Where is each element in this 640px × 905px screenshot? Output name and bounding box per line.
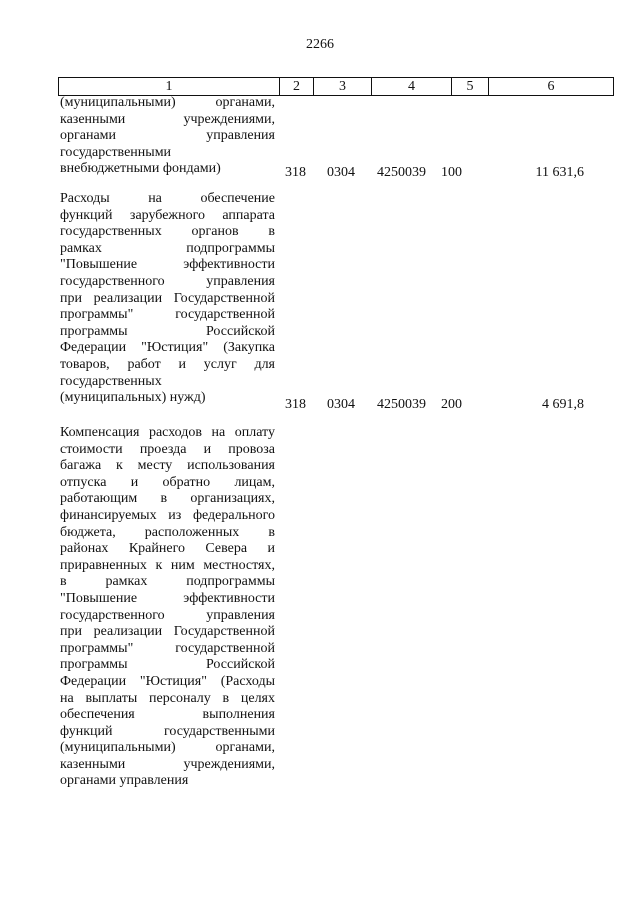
row-3-line: в рамках подпрограммы [60,574,275,590]
column-header-2: 2 [280,78,314,96]
row-2-line: Федерации "Юстиция" (Закупка [60,340,275,356]
row-1-section: 0304 [327,165,355,180]
row-2-line: товаров, работ и услуг для [60,356,275,372]
column-header-table [58,77,614,96]
column-header-3: 3 [314,78,372,96]
row-1-ministry: 318 [285,165,306,180]
row-1-expense-type: 100 [441,165,462,180]
row-2-section: 0304 [327,397,355,412]
row-3-line: государственного управления [60,607,275,623]
row-1-target: 4250039 [377,165,426,180]
row-3-line: "Повышение эффективности [60,590,275,606]
row-2-line: программы Российской [60,323,275,339]
row-1-amount: 11 631,6 [535,165,584,180]
row-3-line: работающим в организациях, [60,491,275,507]
row-3-line: Компенсация расходов на оплату [60,425,275,440]
row-2-amount: 4 691,8 [542,397,584,412]
row-1-line: органами управления [60,128,275,144]
row-3-line: приравненных к ним местностях, [60,557,275,573]
row-2-line: функций зарубежного аппарата [60,207,275,223]
row-3-description [60,425,275,790]
row-1-line: государственными [60,144,172,160]
row-3-line: обеспечения выполнения [60,707,275,723]
row-2-line: программы" государственной [60,307,275,323]
row-3-line: программы" государственной [60,640,275,656]
column-header-4: 4 [372,78,452,96]
row-3-line: стоимости проезда и провоза [60,441,275,457]
row-2-description [60,191,275,407]
row-2-line: Расходы на обеспечение [60,191,275,206]
row-3-line: на выплаты персоналу в целях [60,690,275,706]
row-3-line: багажа к месту использования [60,458,275,474]
row-3-line: при реализации Государственной [60,624,275,640]
row-3-line: отпуска и обратно лицам, [60,474,275,490]
column-header-6: 6 [489,78,614,96]
column-header-1: 1 [59,78,280,96]
row-2-line: государственного управления [60,273,275,289]
row-3-line: программы Российской [60,657,275,673]
row-3-line: (муниципальными) органами, [60,740,275,756]
row-3-line: казенными учреждениями, [60,756,275,772]
row-2-ministry: 318 [285,397,306,412]
row-2-line: (муниципальных) нужд) [60,390,206,406]
row-2-line: при реализации Государственной [60,290,275,306]
row-2-line: государственных органов в [60,224,275,240]
row-3-line: бюджета, расположенных в [60,524,275,540]
row-3-line: районах Крайнего Севера и [60,541,275,557]
column-header-row [59,78,614,96]
row-2-target: 4250039 [377,397,426,412]
row-2-line: государственных [60,373,162,389]
row-2-expense-type: 200 [441,397,462,412]
row-3-line: финансируемых из федерального [60,507,275,523]
row-1-description [60,95,275,178]
row-1-line: (муниципальными) органами, [60,95,275,110]
row-3-line: органами управления [60,773,189,789]
row-3-line: Федерации "Юстиция" (Расходы [60,673,275,689]
row-2-line: рамках подпрограммы [60,240,275,256]
row-2-line: "Повышение эффективности [60,257,275,273]
page-number: 2266 [306,37,334,52]
row-1-line: внебюджетными фондами) [60,161,221,177]
column-header-5: 5 [452,78,489,96]
row-3-line: функций государственными [60,723,275,739]
row-1-line: казенными учреждениями, [60,111,275,127]
